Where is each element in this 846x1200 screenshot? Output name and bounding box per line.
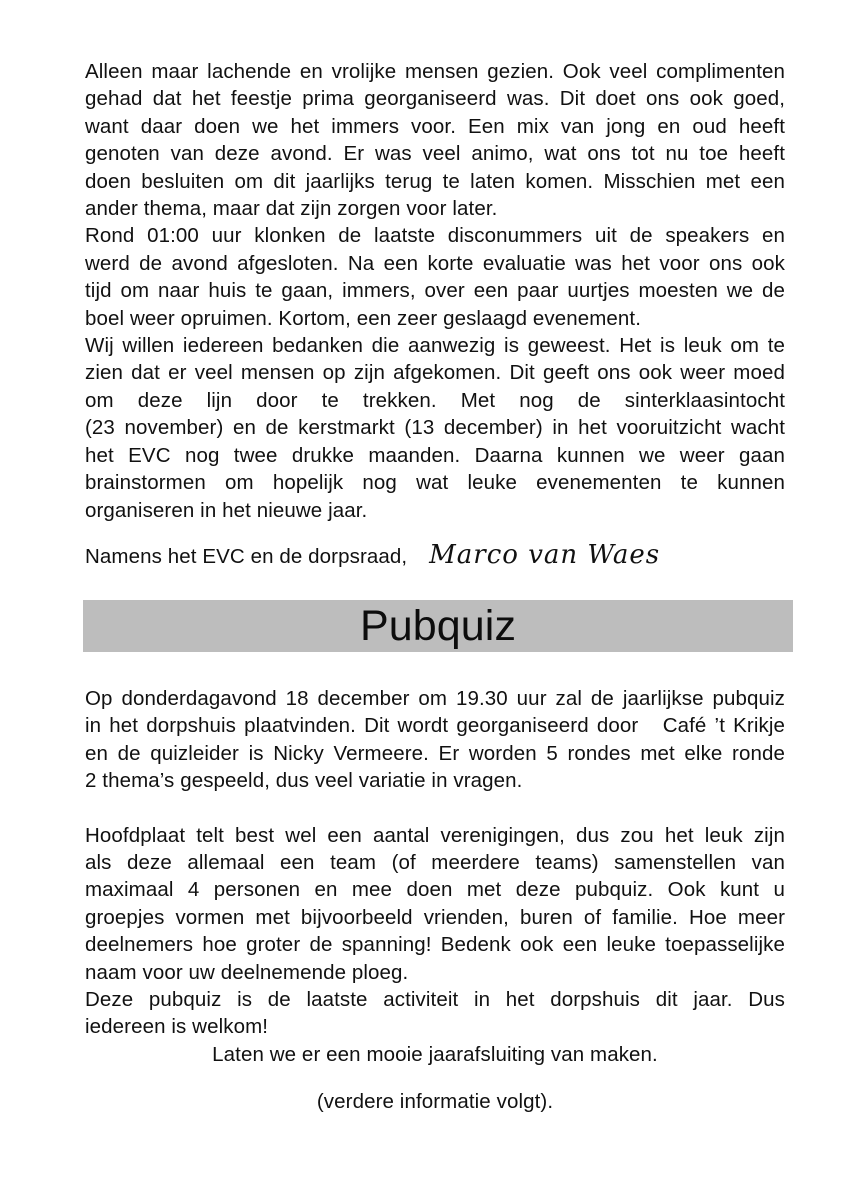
- text-line: (23 november) en de kerstmarkt (13 december) in het vooruitzicht wacht: [85, 416, 785, 440]
- paragraph-teams-invite: [85, 822, 785, 986]
- signature-name: Marco van Waes: [429, 539, 661, 570]
- text-line: doen besluiten om dit jaarlijks terug te laten komen. Misschien met een: [85, 169, 785, 193]
- text-line: Alleen maar lachende en vrolijke mensen gezien. Ook veel complimenten: [85, 60, 785, 83]
- text-line: maximaal 4 personen en mee doen met deze pubquiz. Ook kunt u: [85, 878, 785, 902]
- text-line: in het dorpshuis plaatvinden. Dit wordt georganiseerd door Café ’t Krikje: [85, 714, 785, 738]
- text-line: als deze allemaal een team (of meerdere teams) samenstellen van: [85, 850, 785, 874]
- text-line: zien dat er veel mensen op zijn afgekomen. Dit geeft ons ook weer moed: [85, 361, 785, 385]
- paragraph-evening-recap: [85, 58, 785, 222]
- text-line: Op donderdagavond 18 december om 19.30 uur zal de jaarlijkse pubquiz: [85, 686, 785, 710]
- text-line: gehad dat het feestje prima georganiseerd was. Dit doet ons ook goed,: [85, 87, 785, 111]
- more-info-note: (verdere informatie volgt).: [316, 1090, 554, 1114]
- text-line: ander thema, maar dat zijn zorgen voor later.: [85, 197, 498, 221]
- section-title: Pubquiz: [359, 601, 517, 650]
- text-line: brainstormen om hopelijk nog wat leuke evenementen te kunnen: [85, 471, 785, 495]
- text-line: groepjes vormen met bijvoorbeeld vrienden, buren of familie. Hoe meer: [85, 905, 785, 929]
- text-line: het EVC nog twee drukke maanden. Daarna kunnen we weer gaan: [85, 443, 785, 467]
- text-line: Wij willen iedereen bedanken die aanwezig is geweest. Het is leuk om te: [85, 334, 785, 358]
- text-line: naam voor uw deelnemende ploeg.: [85, 960, 409, 984]
- text-line: Hoofdplaat telt best wel een aantal verenigingen, dus zou het leuk zijn: [85, 823, 785, 847]
- paragraph-last-activity: [85, 986, 785, 1041]
- section-banner: [83, 600, 793, 652]
- text-line: boel weer opruimen. Kortom, een zeer geslaagd evenement.: [85, 306, 642, 330]
- text-line: want daar doen we het immers voor. Een mix van jong en oud heeft: [85, 114, 785, 138]
- text-line: tijd om naar huis te gaan, immers, over een paar uurtjes moesten we de: [85, 279, 785, 303]
- text-line: iedereen is welkom!: [85, 1015, 269, 1039]
- signature-prefix: Namens het EVC en de dorpsraad,: [85, 544, 408, 568]
- text-line: deelnemers hoe groter de spanning! Bedenk ook een leuke toepasselijke: [85, 933, 785, 957]
- text-line: werd de avond afgesloten. Na een korte evaluatie was het voor ons ook: [85, 251, 785, 275]
- paragraph-thanks-outlook: [85, 332, 785, 524]
- text-line: en de quizleider is Nicky Vermeere. Er worden 5 rondes met elke ronde: [85, 741, 785, 765]
- closing-line: Laten we er een mooie jaarafsluiting van maken.: [212, 1042, 658, 1066]
- text-line: Rond 01:00 uur klonken de laatste disconummers uit de speakers en: [85, 224, 785, 248]
- document-content: [85, 58, 785, 1116]
- text-line: 2 thema’s gespeeld, dus veel variatie in vragen.: [85, 769, 523, 793]
- paragraph-pubquiz-intro: [85, 685, 785, 795]
- signature-row: [85, 539, 785, 580]
- text-line: om deze lijn door te trekken. Met nog de sinterklaasintocht: [85, 388, 785, 412]
- text-line: Deze pubquiz is de laatste activiteit in het dorpshuis dit jaar. Dus: [85, 987, 785, 1011]
- paragraph-closing-night: [85, 222, 785, 332]
- text-line: genoten van deze avond. Er was veel animo, wat ons tot nu toe heeft: [85, 142, 785, 166]
- text-line: organiseren in het nieuwe jaar.: [85, 498, 368, 522]
